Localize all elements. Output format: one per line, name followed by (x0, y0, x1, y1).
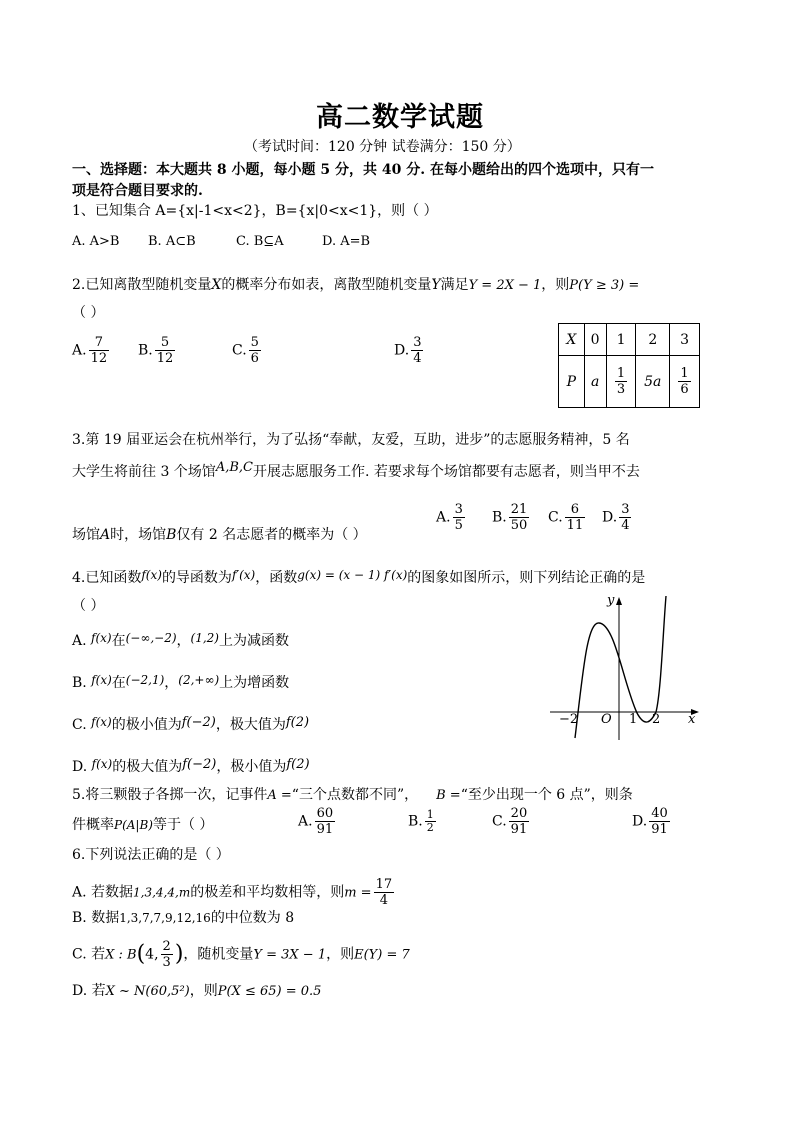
interval: (1,2) (190, 631, 219, 645)
numerator: 3 (621, 502, 630, 517)
q6-text: ，则 (326, 946, 355, 963)
numerator: 1 (426, 808, 434, 821)
q5-conditional-prob: P(A|B) (114, 818, 153, 832)
value-expression: f(2) (285, 715, 310, 730)
page-title: 高二数学试题 (316, 102, 484, 133)
option-label: B. (72, 675, 87, 691)
tick-label: 1 (629, 712, 638, 727)
q6-text: D. 若 (72, 983, 106, 999)
q6-text: 的中位数为 8 (210, 910, 295, 926)
denominator: 50 (510, 518, 528, 533)
page-subtitle: （考试时间：120 分钟 试卷满分：150 分） (244, 139, 521, 155)
fraction (615, 366, 627, 397)
q4-function-graph (545, 592, 705, 744)
value-expression: f(−2) (182, 757, 217, 772)
q5-options (298, 806, 672, 837)
denominator: 4 (621, 518, 630, 533)
q6-option-a (72, 877, 396, 908)
q4-text: ，极大值为 (215, 717, 286, 733)
option-label: C. (492, 813, 507, 830)
q5-text: “三个点数都不同”， (291, 787, 419, 803)
q4-fx: f(x) (91, 715, 112, 729)
origin-label: O (601, 712, 612, 727)
q2-text: 2.已知离散型随机变量 (72, 277, 212, 293)
table-cell: P (559, 356, 585, 408)
y-axis-arrow-icon (616, 597, 622, 605)
q6-probability: P(X ≤ 65) = 0.5 (217, 984, 322, 999)
q4-text: ，函数 (255, 570, 298, 586)
q5-option-d (632, 806, 672, 837)
q2-text: ，则 (541, 277, 570, 293)
fraction (678, 366, 690, 397)
q4-fx: f(x) (91, 757, 113, 771)
denominator: 11 (566, 518, 584, 533)
q6-stem: 6.下列说法正确的是（ ） (72, 847, 230, 863)
q6-data-set: 1,3,7,7,9,12,16 (119, 911, 211, 925)
denominator: 4 (413, 351, 422, 366)
q6-option-c (72, 939, 410, 970)
numerator: 20 (510, 806, 528, 821)
q4-text: ，极小值为 (216, 759, 287, 775)
q5-event-a: A = (267, 788, 292, 803)
fraction (315, 806, 336, 837)
denominator: 5 (454, 518, 463, 533)
q2-option-a (72, 335, 138, 366)
q4-stem (72, 569, 645, 587)
fraction (249, 335, 261, 366)
table-cell: 2 (636, 324, 670, 356)
q3-option-c (548, 502, 602, 533)
q3-text: 大学生将前往 3 个场馆 (72, 464, 216, 480)
q3-option-d (602, 502, 633, 533)
q4-option-c (72, 716, 309, 735)
interval: (−2,1) (125, 673, 165, 687)
table-cell: 0 (584, 324, 606, 356)
denominator: 4 (379, 893, 388, 908)
denominator: 3 (162, 955, 171, 970)
q6-normal: X ~ N(60,5²) (105, 984, 190, 999)
q3-line2 (72, 460, 640, 482)
fraction (509, 502, 530, 533)
value-expression: f(−2) (181, 715, 216, 730)
q6-text: C. 若 (72, 946, 106, 963)
q4-answer-paren: （ ） (72, 598, 105, 614)
tick-label: −2 (559, 712, 579, 727)
q6-option-b (72, 909, 294, 927)
q3-option-a (436, 502, 492, 533)
fraction (649, 806, 670, 837)
option-label: B. (138, 342, 153, 359)
option-label: A. (298, 813, 313, 830)
q5-option-b (408, 809, 492, 834)
q5-option-c (492, 806, 632, 837)
q6-text: 的极差和平均数相等，则 (190, 884, 345, 901)
q1-options (72, 233, 370, 251)
interval: (−∞,−2) (125, 631, 177, 645)
table-cell: 1 (606, 324, 636, 356)
section-heading-cont: 项是符合题目要求的. (72, 183, 203, 199)
q6-binomial: X : B (105, 947, 137, 963)
q2-formula: Y = 2X − 1 (468, 278, 542, 293)
q5-line2 (72, 816, 213, 834)
q5-event-b: B = (436, 788, 461, 803)
option-label: D. (632, 813, 648, 830)
q6-n-value: 4, (145, 946, 159, 963)
fraction (453, 502, 465, 533)
q3-text: 开展志愿服务工作. 若要求每个场馆都要有志愿者，则当甲不去 (252, 464, 640, 480)
q2-stem (72, 276, 639, 295)
numerator: 21 (510, 502, 528, 517)
numerator: 6 (565, 502, 586, 518)
q4-fpx: f′(x) (231, 568, 256, 582)
option-label: D. (602, 509, 618, 526)
numerator: 1 (680, 366, 689, 381)
q5-text: “至少出现一个 6 点”，则条 (460, 787, 633, 803)
q4-gx: g(x) = (x − 1) f′(x) (297, 568, 408, 582)
numerator: 3 (454, 502, 463, 517)
q4-fx: f(x) (91, 673, 112, 687)
q6-data-set: 1,3,4,4,m (133, 885, 191, 900)
q4-fx: f(x) (141, 568, 162, 582)
q4-text: 在 (111, 633, 126, 649)
denominator: 3 (616, 382, 626, 397)
option-label: D. (72, 759, 88, 775)
q2-option-c (232, 335, 394, 366)
q2-option-d (394, 335, 425, 366)
q2-text: 满足 (440, 277, 469, 293)
numerator: 60 (316, 806, 334, 821)
q4-text: 的极小值为 (111, 717, 182, 733)
q4-text: 的图象如图所示，则下列结论正确的是 (407, 570, 646, 586)
q6-expectation: E(Y) = 7 (354, 947, 410, 963)
fraction (509, 806, 530, 837)
q6-text: ，随机变量 (183, 946, 254, 963)
q6-text: B. 数据 (72, 910, 120, 926)
option-label: A. (72, 633, 87, 649)
q2-answer-paren: （ ） (72, 305, 105, 321)
q5-option-a (298, 806, 408, 837)
y-axis-label: y (607, 593, 615, 608)
q6-y-formula: Y = 3X − 1 (253, 947, 327, 963)
q2-text: 的概率分布如表，离散型随机变量 (221, 277, 432, 293)
numerator: 3 (413, 335, 422, 350)
q3-text: 时，场馆 (110, 527, 167, 543)
fraction (411, 335, 423, 366)
q5-line1 (72, 786, 633, 805)
option-label: B. (492, 509, 507, 526)
numerator: 5 (155, 335, 176, 351)
q4-text: 的导函数为 (161, 570, 232, 586)
table-cell (670, 356, 700, 408)
q5-text: 5.将三颗骰子各掷一次，记事件 (72, 787, 268, 803)
q3-venues: A,B,C (215, 460, 253, 475)
q4-text: ， (164, 675, 179, 691)
q3-options (436, 502, 633, 533)
option-label: C. (548, 509, 563, 526)
fraction (565, 502, 586, 533)
q4-option-d (72, 758, 310, 777)
q5-text: 等于（ ） (152, 817, 214, 833)
q4-text: 的极大值为 (112, 759, 183, 775)
interval: (2,+∞) (178, 673, 220, 687)
option-label: D. (394, 342, 410, 359)
q1-stem: 1、已知集合 A={x|-1<x<2}，B={x|0<x<1}，则（ ） (72, 203, 438, 219)
x-axis-label: x (688, 712, 696, 727)
table-cell: a (584, 356, 606, 408)
q4-text: 4.已知函数 (72, 570, 142, 586)
denominator: 6 (250, 351, 259, 366)
q1-option-d: D. A=B (322, 234, 371, 249)
value-expression: f(2) (286, 757, 310, 772)
option-label: A. (72, 342, 87, 359)
denominator: 91 (651, 822, 668, 837)
option-label: C. (72, 717, 87, 733)
table-row (559, 324, 700, 356)
section-heading: 一、选择题：本大题共 8 小题，每小题 5 分，共 40 分. 在每小题给出的四个选项中，只有一 (72, 162, 654, 178)
numerator: 40 (651, 806, 668, 821)
q3-text: 仅有 2 名志愿者的概率为（ ） (176, 527, 367, 543)
q4-text: 在 (111, 675, 126, 691)
option-label: B. (408, 813, 423, 830)
table-cell: 3 (670, 324, 700, 356)
denominator: 91 (316, 822, 334, 837)
q3-var-b: B (166, 527, 177, 543)
q4-option-a (72, 632, 289, 650)
q3-line3 (72, 526, 367, 544)
paren-left: ( (136, 941, 146, 967)
q3-option-b (492, 502, 548, 533)
q4-option-b (72, 674, 289, 692)
fraction (161, 939, 173, 970)
fraction (374, 877, 395, 908)
q1-option-b: B. A⊂B (148, 234, 196, 249)
q4-text: ， (176, 633, 191, 649)
option-label: A. (436, 509, 451, 526)
numerator: 7 (89, 335, 110, 351)
fraction (425, 809, 436, 834)
q3-line1: 3.第 19 届亚运会在杭州举行，为了弘扬“奉献，友爱，互助，进步”的志愿服务精神，5 名 (72, 432, 630, 448)
denominator: 12 (156, 351, 174, 366)
q6-text: A. 若数据 (72, 884, 134, 901)
tick-label: 2 (652, 712, 661, 727)
fraction (619, 502, 631, 533)
q6-m-equals: m = (344, 885, 372, 901)
table-cell (606, 356, 636, 408)
table-cell: X (559, 324, 585, 356)
q6-text: ，则 (189, 983, 218, 999)
q6-option-d (72, 982, 321, 1001)
fraction (155, 335, 176, 366)
option-label: C. (232, 342, 247, 359)
numerator: 5 (250, 335, 259, 350)
q2-option-b (138, 335, 232, 366)
paren-right: ) (174, 941, 184, 967)
q2-probability-table (558, 323, 700, 408)
q5-text: 件概率 (72, 817, 114, 833)
q4-text: 上为增函数 (219, 675, 290, 691)
denominator: 6 (680, 382, 689, 397)
q2-var-y: Y (431, 277, 441, 293)
numerator: 1 (616, 366, 626, 381)
q2-var-x: X (211, 277, 222, 293)
q4-text: 上为减函数 (218, 633, 289, 649)
q3-text: 场馆 (72, 527, 100, 543)
q1-option-a: A. A>B (72, 234, 120, 249)
q2-options (72, 335, 425, 366)
q2-prob: P(Y ≥ 3) = (569, 278, 640, 293)
q3-var-a: A (100, 527, 111, 543)
table-row (559, 356, 700, 408)
fraction (89, 335, 110, 366)
numerator: 2 (162, 939, 171, 954)
table-cell: 5a (636, 356, 670, 408)
denominator: 91 (510, 822, 528, 837)
numerator: 17 (375, 877, 393, 892)
q1-option-c: C. B⊆A (236, 234, 284, 249)
q4-fx: f(x) (91, 631, 112, 645)
denominator: 2 (426, 821, 434, 834)
denominator: 12 (90, 351, 108, 366)
